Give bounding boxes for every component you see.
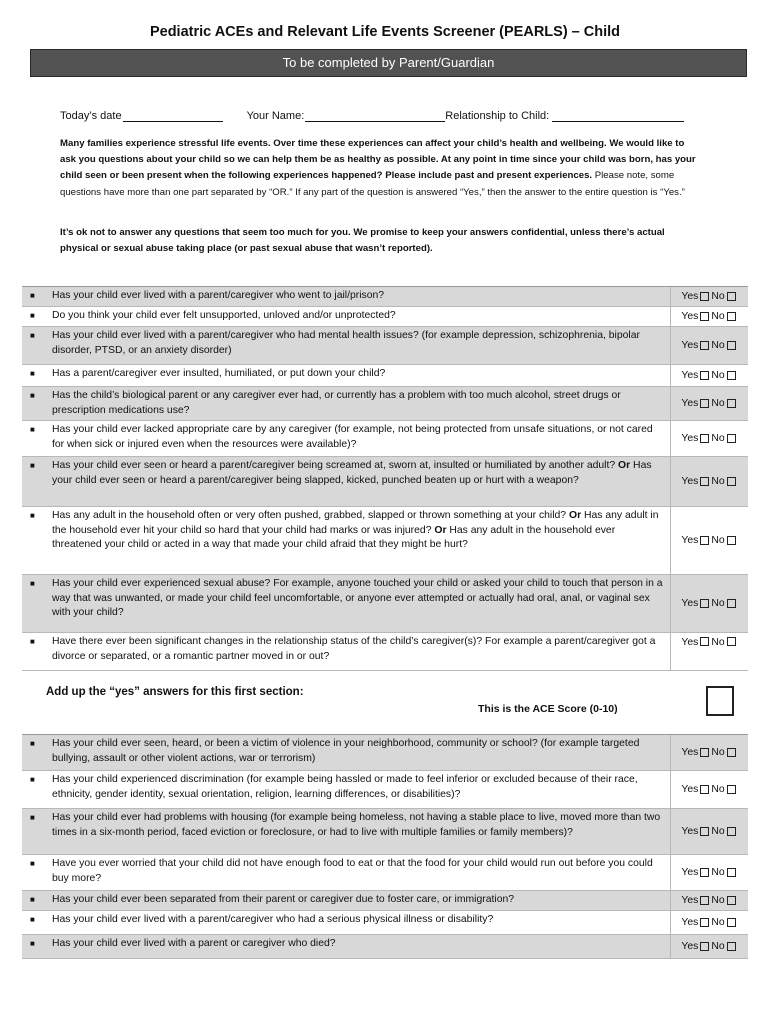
question-row	[22, 421, 748, 457]
yes-label: Yes	[681, 826, 699, 837]
bullet-icon: ■	[30, 425, 35, 434]
no-label: No	[711, 370, 725, 381]
ace-score-label: This is the ACE Score (0-10)	[478, 703, 618, 715]
yes-checkbox[interactable]	[700, 637, 709, 646]
question-row	[22, 327, 748, 365]
yes-checkbox[interactable]	[700, 918, 709, 927]
question-part: Has your child ever lived with a parent/caregiver who went to jail/prison?	[52, 290, 385, 301]
no-label: No	[711, 637, 725, 648]
yes-no-answer	[670, 935, 748, 958]
yes-label: Yes	[681, 895, 699, 906]
question-part: Has your child ever been separated from their parent or caregiver due to foster care, or immigration?	[52, 894, 515, 905]
yes-checkbox[interactable]	[700, 599, 709, 608]
section2-question-table	[22, 734, 748, 959]
question-text	[52, 421, 670, 456]
no-label: No	[711, 291, 725, 302]
question-part: Has any adult in the household ever hit your child so hard that your child had marks or was injured?	[52, 510, 659, 536]
no-label: No	[711, 598, 725, 609]
yes-label: Yes	[681, 311, 699, 322]
yes-checkbox[interactable]	[700, 785, 709, 794]
bullet-icon: ■	[30, 311, 35, 320]
question-text	[52, 771, 670, 808]
yes-no-answer	[670, 855, 748, 890]
date-field[interactable]	[60, 110, 223, 122]
question-row	[22, 365, 748, 387]
or-connector: Or	[434, 524, 447, 536]
no-label: No	[711, 535, 725, 546]
yes-no-answer	[670, 365, 748, 386]
yes-label: Yes	[681, 941, 699, 952]
question-part: Has your child ever lived with a parent or caregiver who died?	[52, 938, 336, 949]
name-field[interactable]	[247, 110, 446, 122]
yes-checkbox[interactable]	[700, 896, 709, 905]
question-row	[22, 287, 748, 307]
bullet-icon: ■	[30, 915, 35, 924]
sum-instruction: Add up the “yes” answers for this first section:	[46, 686, 304, 698]
no-label: No	[711, 747, 725, 758]
no-checkbox[interactable]	[727, 477, 736, 486]
no-label: No	[711, 917, 725, 928]
no-checkbox[interactable]	[727, 599, 736, 608]
bullet-icon: ■	[30, 895, 35, 904]
bullet-icon: ■	[30, 859, 35, 868]
yes-checkbox[interactable]	[700, 341, 709, 350]
yes-no-answer	[670, 911, 748, 934]
yes-label: Yes	[681, 340, 699, 351]
question-text	[52, 457, 670, 506]
no-checkbox[interactable]	[727, 536, 736, 545]
yes-no-answer	[670, 457, 748, 506]
bullet-icon: ■	[30, 369, 35, 378]
no-checkbox[interactable]	[727, 371, 736, 380]
no-checkbox[interactable]	[727, 942, 736, 951]
yes-checkbox[interactable]	[700, 292, 709, 301]
yes-no-answer	[670, 771, 748, 808]
bullet-icon: ■	[30, 739, 35, 748]
bullet-icon: ■	[30, 511, 35, 520]
yes-checkbox[interactable]	[700, 312, 709, 321]
reassurance-paragraph: It’s ok not to answer any questions that seem too much for you. We promise to keep your answers confidential, unless there’s actual physical or sexual abuse taking place (or past sexual abuse that wasn’t reported).	[60, 227, 665, 254]
yes-checkbox[interactable]	[700, 434, 709, 443]
question-text	[52, 307, 670, 326]
bullet-icon: ■	[30, 291, 35, 300]
section1-question-table	[22, 286, 748, 671]
question-text	[52, 575, 670, 632]
yes-no-answer	[670, 387, 748, 420]
question-row	[22, 507, 748, 575]
yes-checkbox[interactable]	[700, 536, 709, 545]
header-fields	[60, 110, 720, 122]
or-connector: Or	[568, 510, 582, 521]
question-row	[22, 575, 748, 633]
yes-checkbox[interactable]	[700, 399, 709, 408]
question-part: Has your child experienced discrimination (for example being hassled or made to feel inferior or excluded because of their race, ethnicity, gender identity, sexual orientation, religion, learning differences, or disabilities)?	[52, 774, 638, 800]
question-row	[22, 307, 748, 327]
yes-no-answer	[670, 287, 748, 306]
question-text	[52, 855, 670, 890]
question-text	[52, 387, 670, 420]
question-part: Has your child ever had problems with housing (for example being homeless, not having a stable place to live, moved more than two times in a six-month period, faced eviction or foreclosure, or had to live with multiple families or family members)?	[52, 812, 661, 838]
relationship-label: Relationship to Child:	[445, 110, 550, 122]
no-checkbox[interactable]	[727, 434, 736, 443]
no-label: No	[711, 784, 725, 795]
yes-label: Yes	[681, 867, 699, 878]
yes-checkbox[interactable]	[700, 371, 709, 380]
name-label: Your Name:	[246, 110, 305, 122]
question-text	[52, 327, 670, 364]
no-label: No	[711, 340, 725, 351]
no-label: No	[711, 895, 725, 906]
or-connector: Or	[618, 460, 631, 471]
no-checkbox[interactable]	[727, 312, 736, 321]
question-row	[22, 911, 748, 935]
yes-checkbox[interactable]	[700, 477, 709, 486]
question-part: Has your child ever lived with a parent/caregiver who had mental health issues? (for example depression, schizophrenia, bipolar disorder, PTSD, or an anxiety disorder)	[52, 330, 640, 356]
bullet-icon: ■	[30, 579, 35, 588]
question-row	[22, 387, 748, 421]
question-text	[52, 507, 670, 574]
ace-score-box[interactable]	[706, 686, 734, 716]
question-part: Has your child ever seen, heard, or been a victim of violence in your neighborhood, community or school? (for example targeted bullying, assault or other violent actions, war or terrorism)	[52, 738, 640, 764]
yes-label: Yes	[681, 637, 699, 648]
question-text	[52, 891, 670, 910]
question-text	[52, 935, 670, 958]
yes-label: Yes	[681, 291, 699, 302]
yes-no-answer	[670, 507, 748, 574]
yes-label: Yes	[681, 917, 699, 928]
relationship-field[interactable]	[445, 110, 684, 122]
question-text	[52, 911, 670, 934]
yes-no-answer	[670, 327, 748, 364]
question-part: Has the child’s biological parent or any caregiver ever had, or currently has a problem with too much alcohol, street drugs or prescription medications use?	[52, 390, 621, 416]
yes-no-answer	[670, 735, 748, 770]
question-row	[22, 891, 748, 911]
no-label: No	[711, 941, 725, 952]
question-text	[52, 365, 670, 386]
question-part: Has any adult in the household often or very often pushed, grabbed, slapped or thrown something at your child?	[52, 510, 569, 521]
no-checkbox[interactable]	[727, 399, 736, 408]
no-label: No	[711, 311, 725, 322]
no-checkbox[interactable]	[727, 637, 736, 646]
no-label: No	[711, 398, 725, 409]
no-checkbox[interactable]	[727, 785, 736, 794]
no-checkbox[interactable]	[727, 827, 736, 836]
no-checkbox[interactable]	[727, 896, 736, 905]
yes-no-answer	[670, 891, 748, 910]
intro-paragraph	[60, 136, 700, 201]
bullet-icon: ■	[30, 637, 35, 646]
no-label: No	[711, 826, 725, 837]
yes-label: Yes	[681, 747, 699, 758]
yes-no-answer	[670, 421, 748, 456]
question-row	[22, 855, 748, 891]
yes-label: Yes	[681, 535, 699, 546]
bullet-icon: ■	[30, 331, 35, 340]
bullet-icon: ■	[30, 461, 35, 470]
yes-checkbox[interactable]	[700, 827, 709, 836]
question-row	[22, 735, 748, 771]
date-input-line[interactable]	[123, 110, 223, 122]
question-part: Has your child ever lived with a parent/caregiver who had a serious physical illness or disability?	[52, 914, 494, 925]
intro-bold-text: Many families experience stressful life events. Over time these experiences can affect your child’s health and wellbeing. We would like to ask you questions about your child so we can help them be as healthy as possible. At any point in time since your child was born, has your child seen or been present when the following experiences happened? Please include past and present experiences.	[60, 138, 696, 182]
bullet-icon: ■	[30, 391, 35, 400]
question-text	[52, 633, 670, 670]
bullet-icon: ■	[30, 813, 35, 822]
question-row	[22, 633, 748, 671]
intro-note-text: Please note, some questions have more than one part separated by “OR.” If any part of the question is answered “Yes,” then the answer to the entire question is “Yes.”	[60, 170, 685, 198]
no-checkbox[interactable]	[727, 868, 736, 877]
no-checkbox[interactable]	[727, 341, 736, 350]
question-row	[22, 771, 748, 809]
question-row	[22, 809, 748, 855]
question-row	[22, 935, 748, 959]
question-part: Has a parent/caregiver ever insulted, humiliated, or put down your child?	[52, 368, 386, 379]
yes-checkbox[interactable]	[700, 748, 709, 757]
no-label: No	[711, 433, 725, 444]
yes-checkbox[interactable]	[700, 942, 709, 951]
yes-no-answer	[670, 307, 748, 326]
question-part: Has your child ever experienced sexual abuse? For example, anyone touched your child or asked your child to touch that person in a way that was unwanted, or made your child feel uncomfortable, or anyone ever attempted or actually had oral, anal, or vaginal sex with your child?	[52, 578, 663, 619]
question-part: Has your child ever seen or heard a parent/caregiver being screamed at, sworn at, insulted or humiliated by another adult?	[52, 460, 619, 471]
yes-label: Yes	[681, 598, 699, 609]
question-text	[52, 735, 670, 770]
no-checkbox[interactable]	[727, 748, 736, 757]
yes-no-answer	[670, 575, 748, 632]
question-part: Has your child ever seen or heard a parent/caregiver being slapped, kicked, punched beaten up or hurt with a weapon?	[52, 460, 652, 486]
instruction-banner: To be completed by Parent/Guardian	[30, 49, 747, 77]
question-part: Have there ever been significant changes in the relationship status of the child’s caregiver(s)? For example a parent/caregiver got a divorce or separated, or a romantic partner moved in or out?	[52, 636, 656, 662]
yes-no-answer	[670, 809, 748, 854]
page-title: Pediatric ACEs and Relevant Life Events Screener (PEARLS) – Child	[149, 24, 621, 40]
question-part: Do you think your child ever felt unsupported, unloved and/or unprotected?	[52, 310, 396, 321]
yes-no-answer	[670, 633, 748, 670]
yes-label: Yes	[681, 370, 699, 381]
question-part: Has your child ever lacked appropriate care by any caregiver (for example, not being protected from unsafe situations, or not cared for when sick or injured even when the resources were available)?	[52, 424, 653, 450]
yes-checkbox[interactable]	[700, 868, 709, 877]
no-checkbox[interactable]	[727, 918, 736, 927]
question-row	[22, 457, 748, 507]
no-label: No	[711, 867, 725, 878]
bullet-icon: ■	[30, 939, 35, 948]
date-label: Today’s date	[60, 110, 122, 122]
relationship-input-line[interactable]	[552, 110, 684, 122]
yes-label: Yes	[681, 476, 699, 487]
question-part: Have you ever worried that your child did not have enough food to eat or that the food for your child would run out before you could buy more?	[52, 858, 653, 884]
no-checkbox[interactable]	[727, 292, 736, 301]
question-text	[52, 809, 670, 854]
name-input-line[interactable]	[305, 110, 445, 122]
question-text	[52, 287, 670, 306]
no-label: No	[711, 476, 725, 487]
question-part: Has any adult in the household ever threatened your child or acted in a way that made your child afraid that they might be hurt?	[52, 524, 616, 551]
yes-label: Yes	[681, 398, 699, 409]
bullet-icon: ■	[30, 775, 35, 784]
yes-label: Yes	[681, 433, 699, 444]
yes-label: Yes	[681, 784, 699, 795]
